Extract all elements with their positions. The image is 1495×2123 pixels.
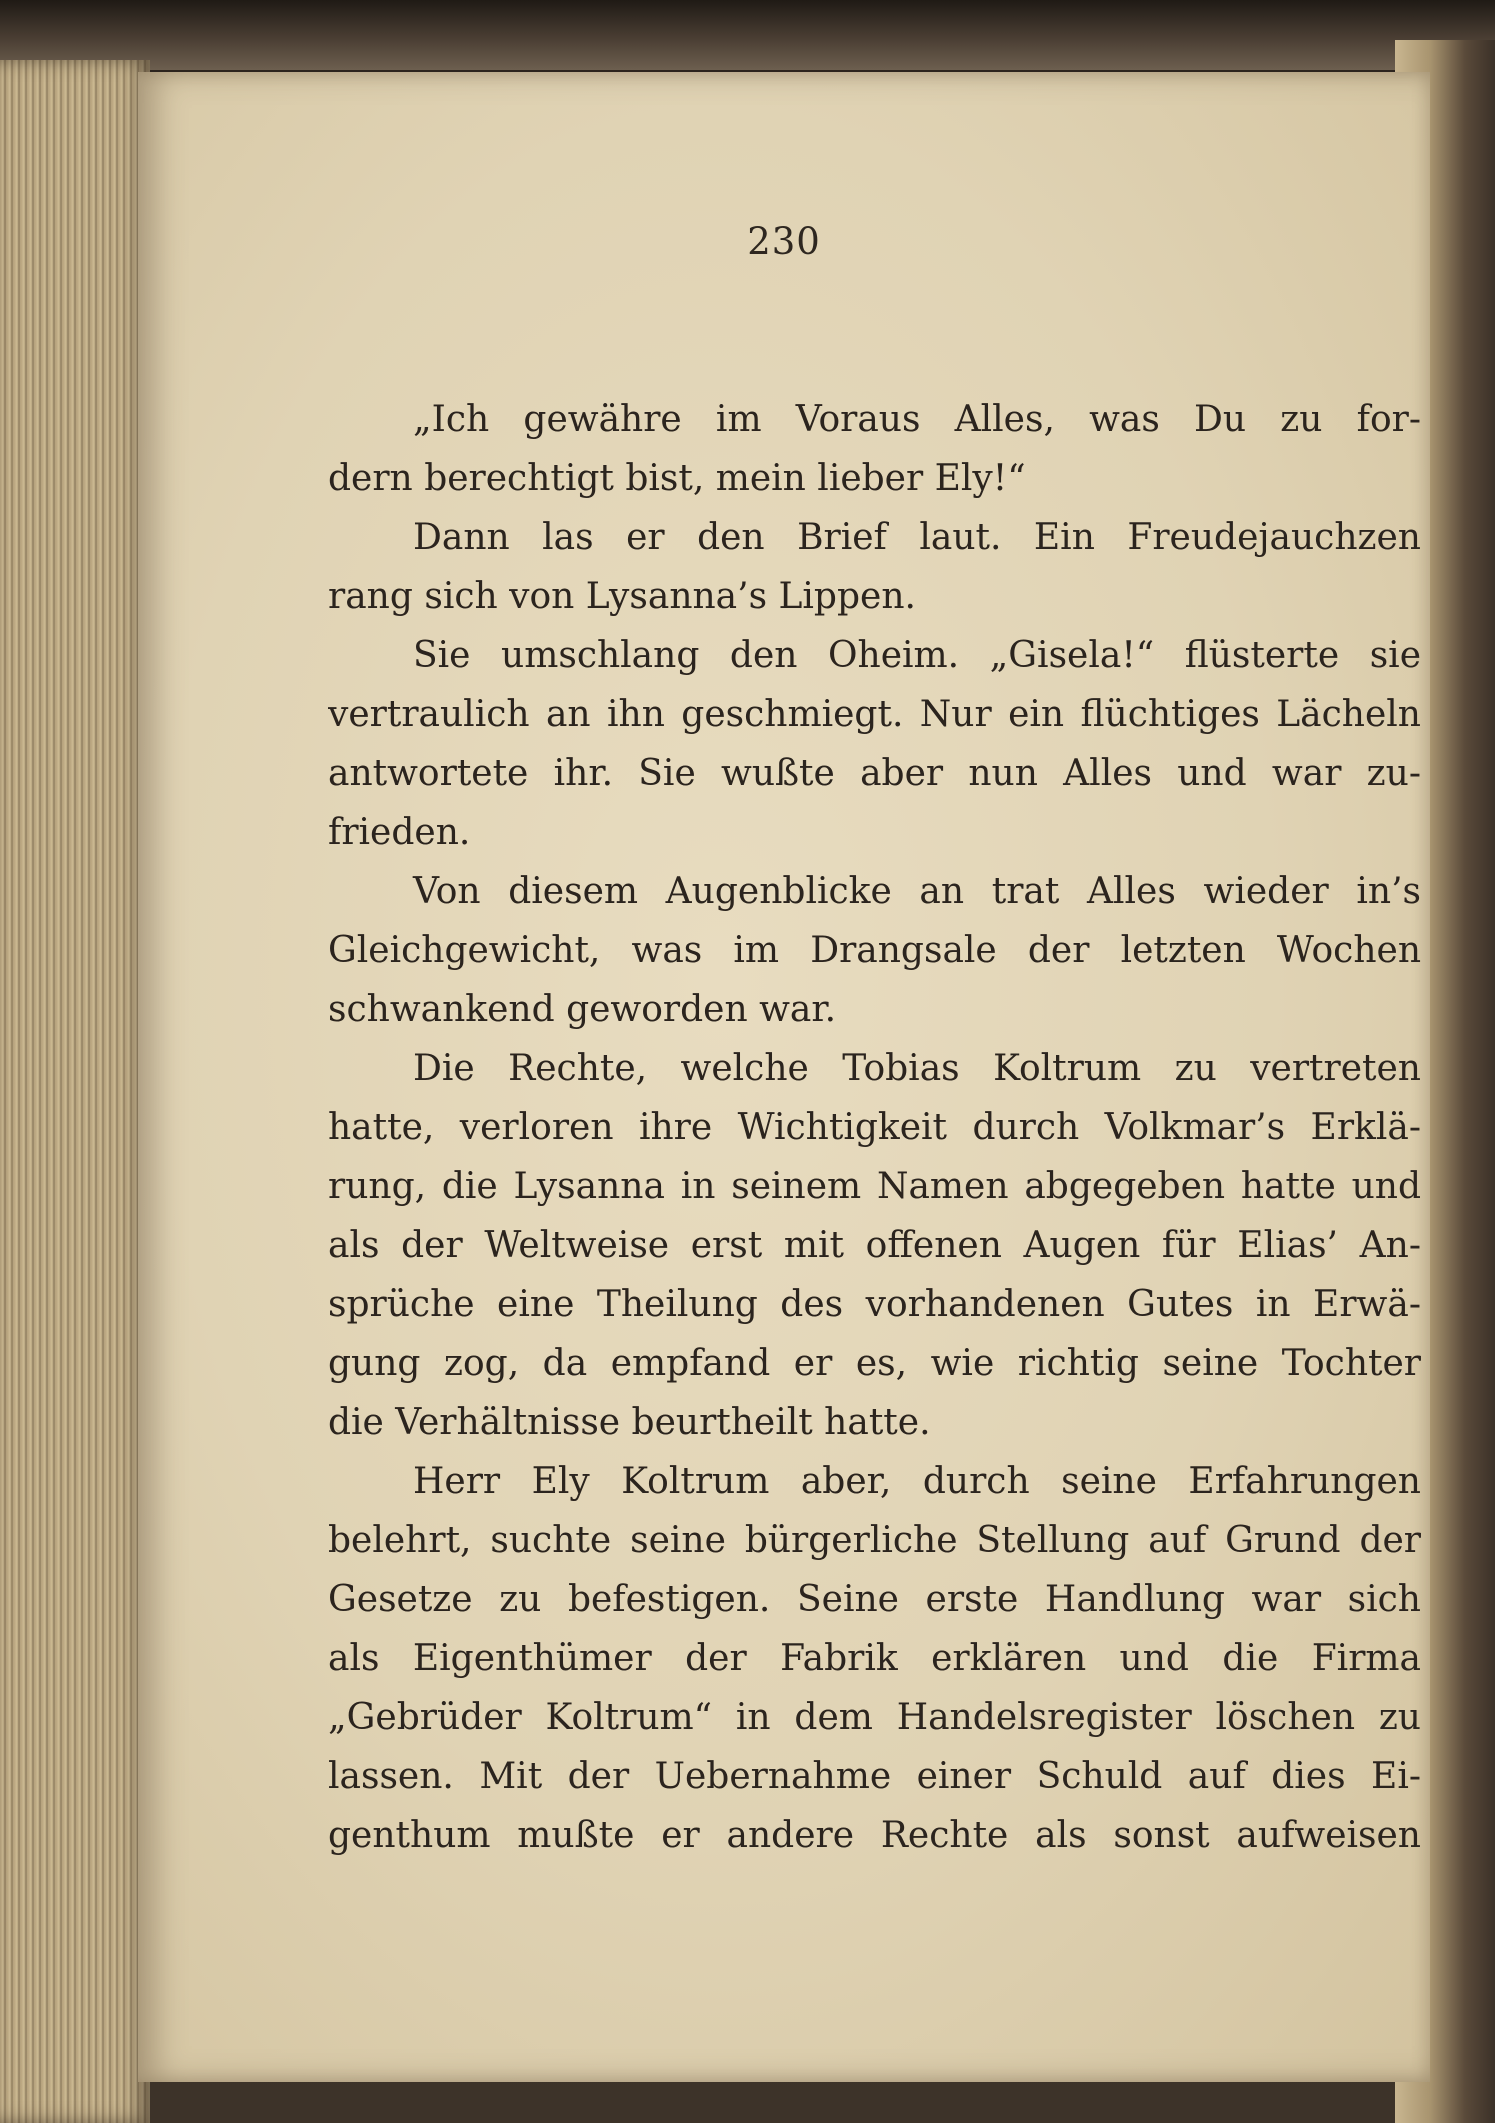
book-page	[138, 72, 1430, 2082]
text-line: antwortete ihr. Sie wußte aber nun Alles und war zu-	[328, 753, 1421, 794]
text-line: „Gebrüder Koltrum“ in dem Handelsregister löschen zu	[328, 1697, 1421, 1738]
text-line: vertraulich an ihn geschmiegt. Nur ein flüchtiges Lächeln	[328, 694, 1421, 735]
text-line: belehrt, suchte seine bürgerliche Stellung auf Grund der	[328, 1520, 1421, 1561]
text-line: sprüche eine Theilung des vorhandenen Gutes in Erwä-	[328, 1284, 1421, 1325]
text-line: gung zog, da empfand er es, wie richtig seine Tochter	[328, 1343, 1421, 1384]
page-number: 230	[747, 220, 821, 263]
text-line: frieden.	[328, 812, 471, 853]
text-block	[328, 390, 1421, 1865]
text-line: lassen. Mit der Uebernahme einer Schuld auf dies Ei-	[328, 1756, 1421, 1797]
text-line: Dann las er den Brief laut. Ein Freudejauchzen	[413, 517, 1421, 558]
text-line: die Verhältnisse beurtheilt hatte.	[328, 1402, 931, 1443]
text-line: Herr Ely Koltrum aber, durch seine Erfahrungen	[413, 1461, 1421, 1502]
text-line: Gleichgewicht, was im Drangsale der letzten Wochen	[328, 930, 1421, 971]
text-line: Von diesem Augenblicke an trat Alles wieder in’s	[413, 871, 1421, 912]
text-line: rang sich von Lysanna’s Lippen.	[328, 576, 916, 617]
text-line: hatte, verloren ihre Wichtigkeit durch Volkmar’s Erklä-	[328, 1107, 1421, 1148]
text-line: dern berechtigt bist, mein lieber Ely!“	[328, 458, 1026, 499]
text-line: Sie umschlang den Oheim. „Gisela!“ flüsterte sie	[413, 635, 1421, 676]
book-cover-top	[0, 0, 1495, 70]
text-line: genthum mußte er andere Rechte als sonst aufweisen	[328, 1815, 1421, 1856]
text-line: schwankend geworden war.	[328, 989, 837, 1030]
text-line: Die Rechte, welche Tobias Koltrum zu vertreten	[413, 1048, 1421, 1089]
text-line: rung, die Lysanna in seinem Namen abgegeben hatte und	[328, 1166, 1421, 1207]
text-line: „Ich gewähre im Voraus Alles, was Du zu for-	[413, 399, 1421, 440]
text-line: als Eigenthümer der Fabrik erklären und die Firma	[328, 1638, 1421, 1679]
page-edges-left	[0, 60, 150, 2123]
text-line: Gesetze zu befestigen. Seine erste Handlung war sich	[328, 1579, 1421, 1620]
text-line: als der Weltweise erst mit offenen Augen für Elias’ An-	[328, 1225, 1421, 1266]
